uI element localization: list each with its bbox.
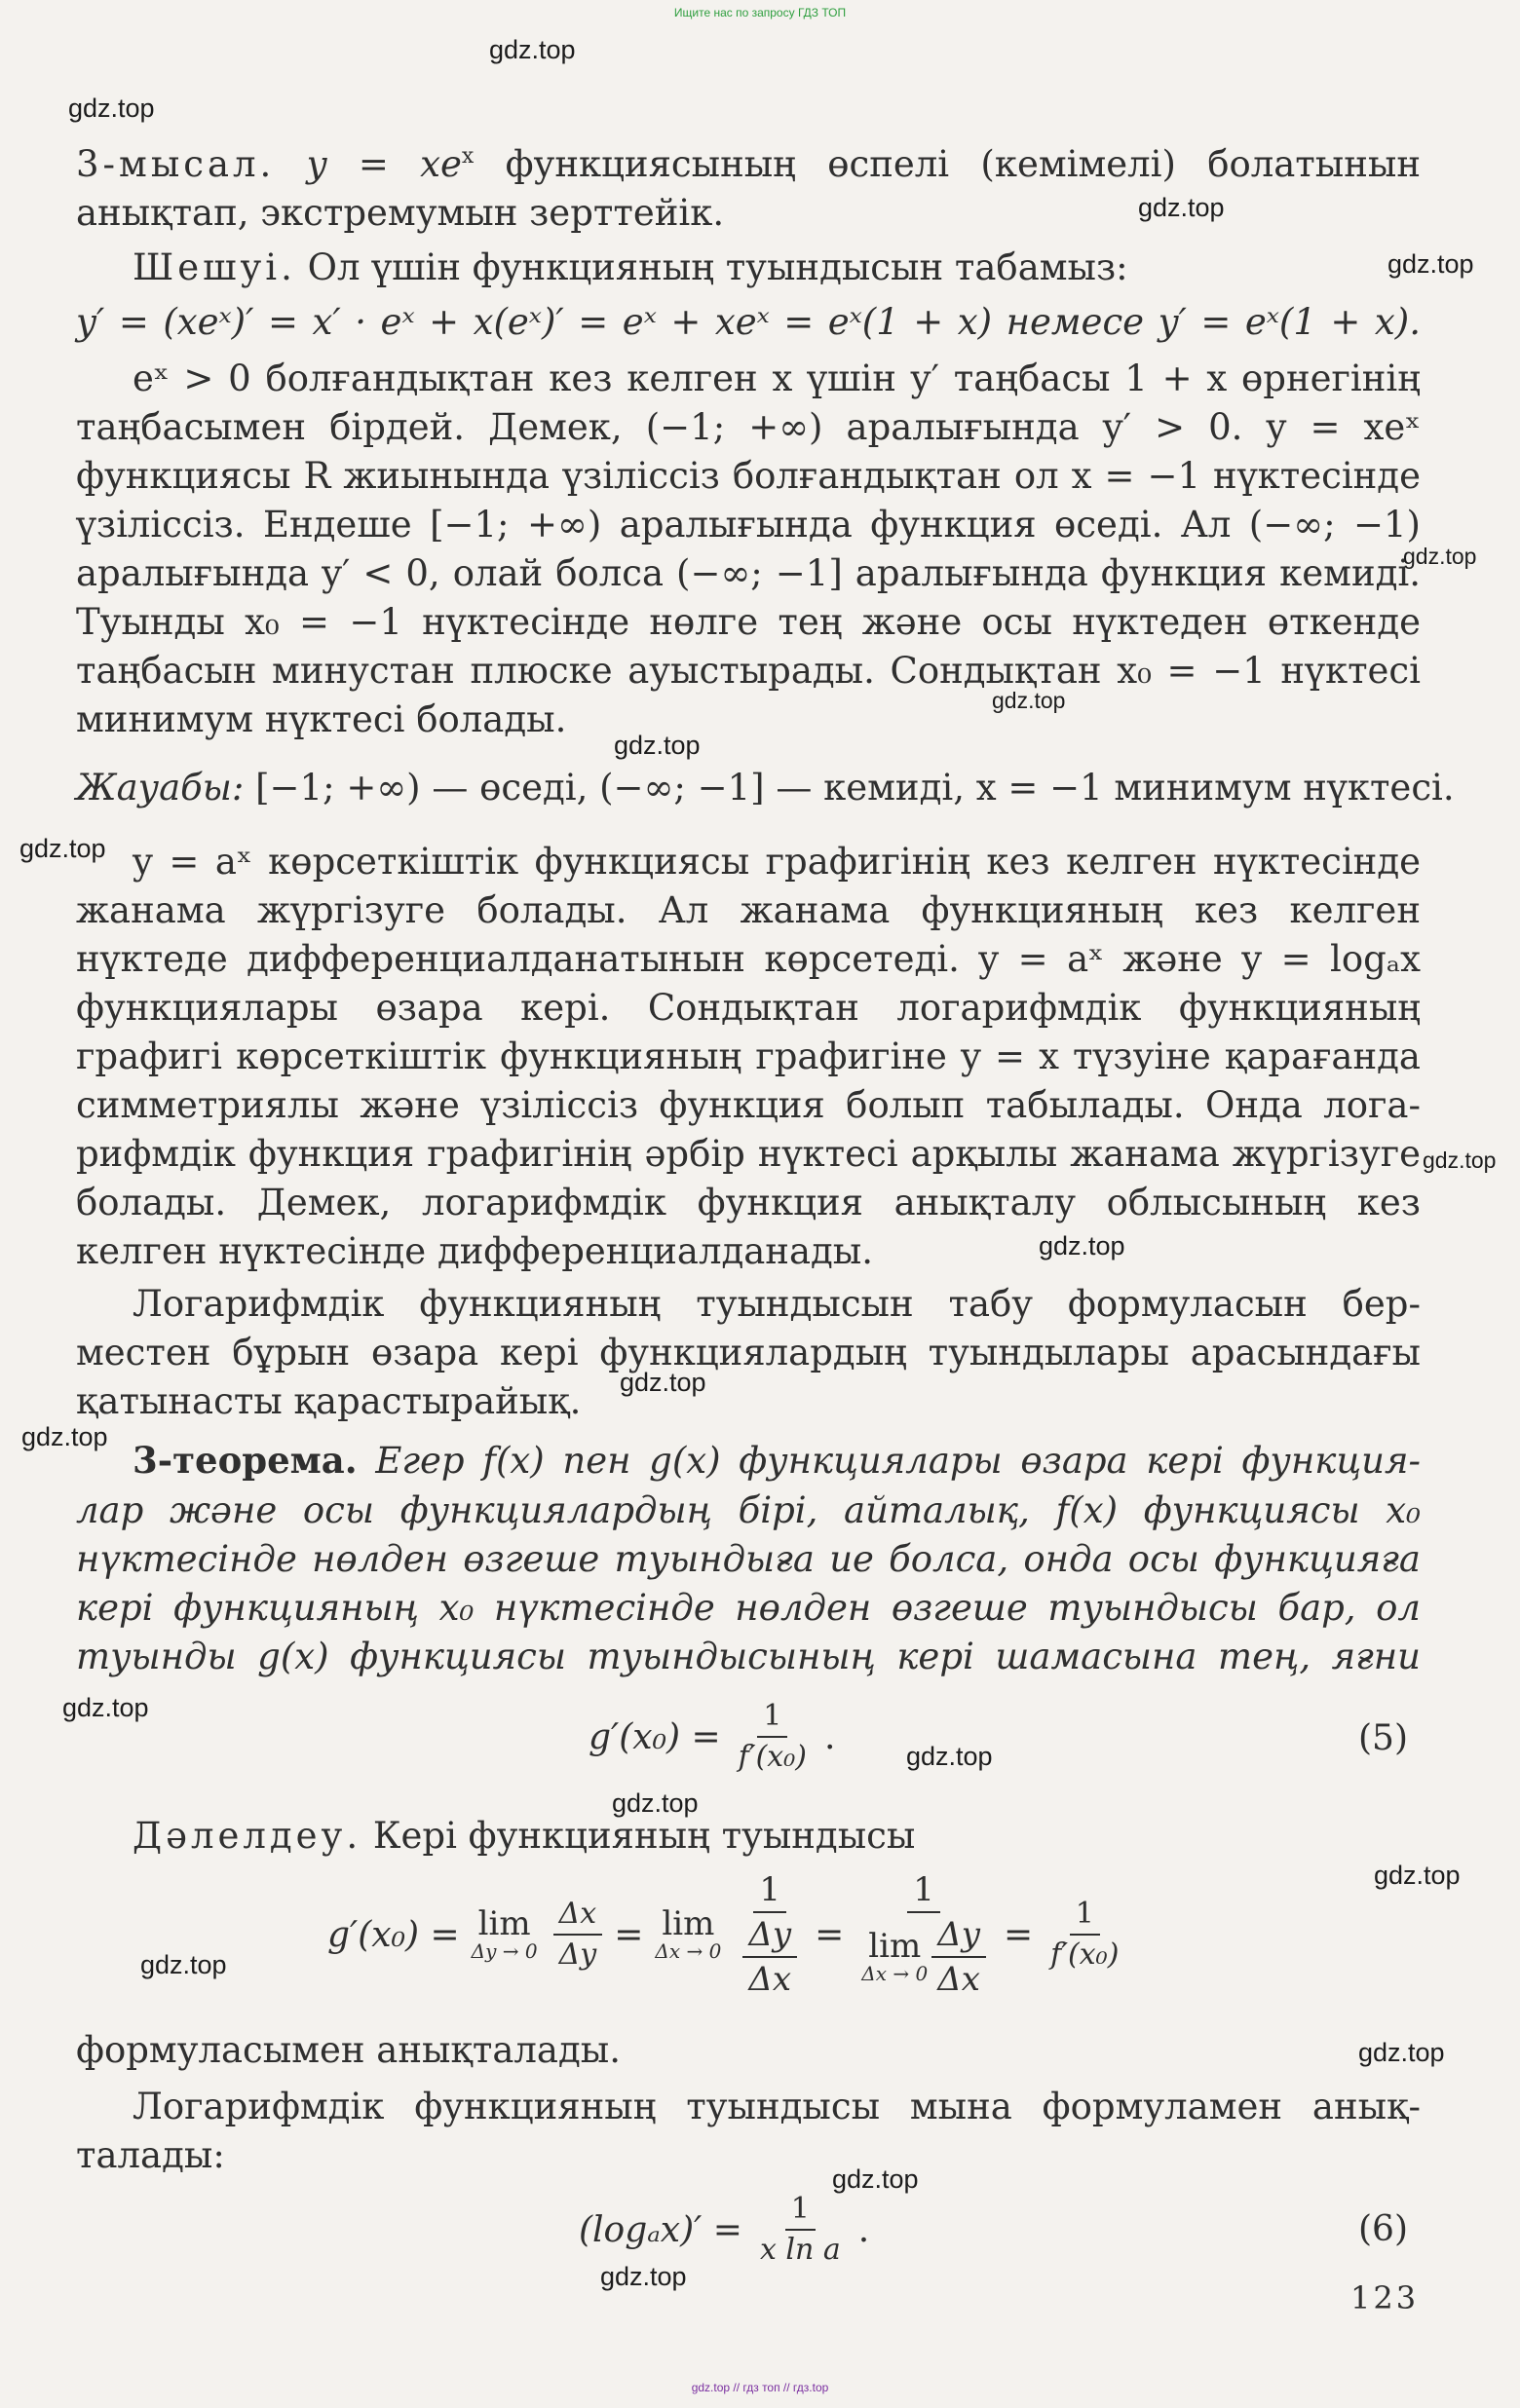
- fraction: [733, 1699, 813, 1775]
- equation-number-6: (6): [1358, 2209, 1408, 2249]
- paragraph-line: функциялары өзара кері. Сондықтан логарифмдік функцияның: [76, 987, 1421, 1029]
- watermark: gdz.top: [1423, 1148, 1497, 1173]
- solution-text: Ол үшін функцияның туындысын табамыз:: [307, 246, 1128, 288]
- proof-label: Дәлелдеу.: [133, 1815, 362, 1857]
- solution-line: [133, 245, 1421, 290]
- limit: lim Δx → 0: [861, 1927, 929, 1985]
- theorem-text: Егер f(x) пен g(x) функциялары өзара кері функция-: [375, 1440, 1421, 1482]
- derivative-line: y′ = (xeˣ)′ = x′ · eˣ + x(eˣ)′ = eˣ + xeˣ = eˣ(1 + x) немесе y′ = eˣ(1 + x).: [76, 301, 1421, 343]
- solution-paragraph-line: Туынды x₀ = −1 нүктесінде нөлге тең және осы нүктеден өткенде: [76, 601, 1421, 643]
- solution-paragraph-line: аралығында y′ < 0, олай болса (−∞; −1] аралығында функция кемиді.: [76, 552, 1421, 594]
- top-banner: Ищите нас по запросу ГДЗ ТОП: [673, 6, 847, 19]
- theorem-line: нүктесінде нөлден өзгеше туындыға ие болса, онда осы функцияға: [76, 1538, 1421, 1580]
- proof-after: формуласымен анықталады.: [76, 2029, 621, 2071]
- proof-text: Кері функцияның туындысы: [372, 1815, 916, 1857]
- solution-paragraph-line: үзіліссіз. Ендеше [−1; +∞) аралығында функция өседі. Ал (−∞; −1): [76, 504, 1421, 546]
- formula-lhs: g′(x₀) =: [589, 1716, 721, 1757]
- theorem-line: туынды g(x) функциясы туындысының кері шамасына тең, яғни: [76, 1636, 1421, 1677]
- watermark: gdz.top: [489, 35, 576, 64]
- paragraph-line: Логарифмдік функцияның туындысын табу формуласын бер-: [133, 1283, 1421, 1325]
- bottom-banner: gdz.top // гдз топ // гдз.top: [691, 2381, 829, 2394]
- paragraph-line: талады:: [76, 2134, 225, 2176]
- watermark: gdz.top: [19, 834, 106, 863]
- proof-line: [133, 1814, 1421, 1859]
- paragraph-line: графигі көрсеткіштік функцияның графигіне y = x түзуіне қарағанда: [76, 1035, 1421, 1077]
- paragraph-line: қатынасты қарастырайық.: [76, 1380, 582, 1422]
- theorem-label: 3-теорема.: [133, 1439, 358, 1482]
- watermark: gdz.top: [1358, 2038, 1445, 2067]
- denominator: f′(x₀): [738, 1740, 807, 1774]
- answer-text: [−1; +∞) — өседі, (−∞; −1] — кемиді, x = −1 минимум нүктесі.: [255, 767, 1455, 809]
- watermark: gdz.top: [1387, 249, 1474, 279]
- paragraph-line: нүктеде дифференциалданатынын көрсетеді. y = aˣ және y = logₐx: [76, 938, 1421, 980]
- solution-paragraph-line: eˣ > 0 болғандықтан кез келген x үшін y′ таңбасы 1 + x өрнегінің: [133, 357, 1421, 399]
- watermark: gdz.top: [832, 2164, 919, 2194]
- fraction: $\frac{1}{\text{f′(x₀)}}$: [1050, 1897, 1120, 1972]
- solution-paragraph-line: функциясы R жиынында үзіліссіз болғандықтан ол x = −1 нүктесінде: [76, 455, 1421, 497]
- paragraph-line: y = aˣ көрсеткіштік функциясы графигінің кез келген нүктесінде: [133, 841, 1421, 883]
- paragraph-line: симметриялы және үзіліссіз функция болып табылады. Онда лога-: [76, 1084, 1421, 1126]
- fraction: 1 lim Δx → 0 $\frac{\Delta y}{\Delta x}$: [855, 1870, 992, 1999]
- page-number: 123: [1350, 2279, 1420, 2316]
- paragraph-line: Логарифмдік функцияның туындысы мына формуламен анық-: [133, 2086, 1421, 2127]
- watermark: gdz.top: [992, 688, 1066, 713]
- solution-paragraph-line: таңбасымен бірдей. Демек, (−1; +∞) аралығында y′ > 0. y = xeˣ: [76, 406, 1421, 448]
- paragraph-line: местен бұрын өзара кері функциялардың туындылары арасындағы: [76, 1332, 1421, 1373]
- example-function: y = xe: [306, 143, 462, 185]
- watermark: gdz.top: [614, 731, 701, 760]
- watermark: gdz.top: [1403, 544, 1477, 569]
- solution-label: Шешуі.: [133, 246, 296, 288]
- theorem-line: кері функцияның x₀ нүктесінде нөлден өзгеше туындысы бар, ол: [76, 1587, 1421, 1629]
- theorem-line: лар және осы функциялардың бірі, айталық, f(x) функциясы x₀: [76, 1489, 1421, 1531]
- paragraph-line: жанама жүргізуге болады. Ал жанама функцияның кез келген: [76, 889, 1421, 931]
- fraction: $\frac{1}{\text{x ln a}}$: [759, 2192, 841, 2267]
- watermark: gdz.top: [620, 1368, 706, 1397]
- example-line-2: анықтап, экстремумын зерттейік.: [76, 192, 725, 234]
- numerator: 1: [757, 1699, 787, 1738]
- paragraph-line: болады. Демек, логарифмдік функция анықталу облысының кез: [76, 1182, 1421, 1223]
- answer-line: [76, 766, 1455, 810]
- fraction: $\frac{1}{\frac{\Delta y}{\Delta x}}$: [737, 1870, 803, 1999]
- watermark: gdz.top: [140, 1950, 227, 1979]
- watermark: gdz.top: [21, 1422, 108, 1451]
- period: .: [823, 1716, 836, 1757]
- watermark: gdz.top: [600, 2262, 687, 2291]
- watermark: gdz.top: [612, 1788, 699, 1818]
- fraction: $\frac{\Delta x}{\Delta y}$: [553, 1897, 603, 1973]
- solution-paragraph-line: минимум нүктесі болады.: [76, 698, 567, 740]
- watermark: gdz.top: [906, 1742, 993, 1771]
- inner-fraction: $\frac{\Delta y}{\Delta x}$: [931, 1915, 986, 1999]
- limit: lim Δy → 0: [471, 1904, 538, 1963]
- example-label: 3-мысал.: [76, 143, 276, 185]
- example-line-1: [76, 142, 1421, 187]
- watermark: gdz.top: [1039, 1231, 1125, 1260]
- paragraph-line: рифмдік функция графигінің әрбір нүктесі арқылы жанама жүргізуге: [76, 1133, 1421, 1175]
- inner-fraction: $\frac{\Delta y}{\Delta x}$: [742, 1915, 797, 1999]
- formula-6: [579, 2192, 869, 2268]
- solution-paragraph-line: таңбасын минустан плюске ауыстырады. Сондықтан x₀ = −1 нүктесі: [76, 650, 1421, 692]
- theorem-line-1: [133, 1438, 1421, 1484]
- exponent: x: [461, 144, 475, 169]
- watermark: gdz.top: [62, 1693, 149, 1722]
- answer-label: Жауабы:: [76, 767, 245, 809]
- example-text: функциясының өспелі (кемімелі) болатынын: [505, 143, 1421, 185]
- formula-lhs: (logₐx)′ =: [579, 2209, 742, 2250]
- watermark: gdz.top: [68, 94, 155, 123]
- paragraph-line: келген нүктесінде дифференциалданады.: [76, 1230, 874, 1272]
- period: .: [857, 2209, 870, 2250]
- formula-5: [589, 1699, 835, 1775]
- watermark: gdz.top: [1138, 193, 1225, 222]
- equation-number-5: (5): [1358, 1718, 1408, 1758]
- watermark: gdz.top: [1374, 1861, 1461, 1890]
- limit: lim Δx → 0: [655, 1904, 722, 1963]
- formula-lhs: g′(x₀) =: [327, 1914, 460, 1955]
- proof-formula: g′(x₀) = lim Δy → 0 $\frac{\Delta x}{\Delta y}$ = lim Δx → 0 $\frac{1}{\frac{\Delta y}{\Delta x}}$ = 1 lim Δx → 0 $\frac{\Delta y}{\Delta x}$ = $\frac{1}{\text{f′(x₀)}}$: [327, 1870, 1128, 1999]
